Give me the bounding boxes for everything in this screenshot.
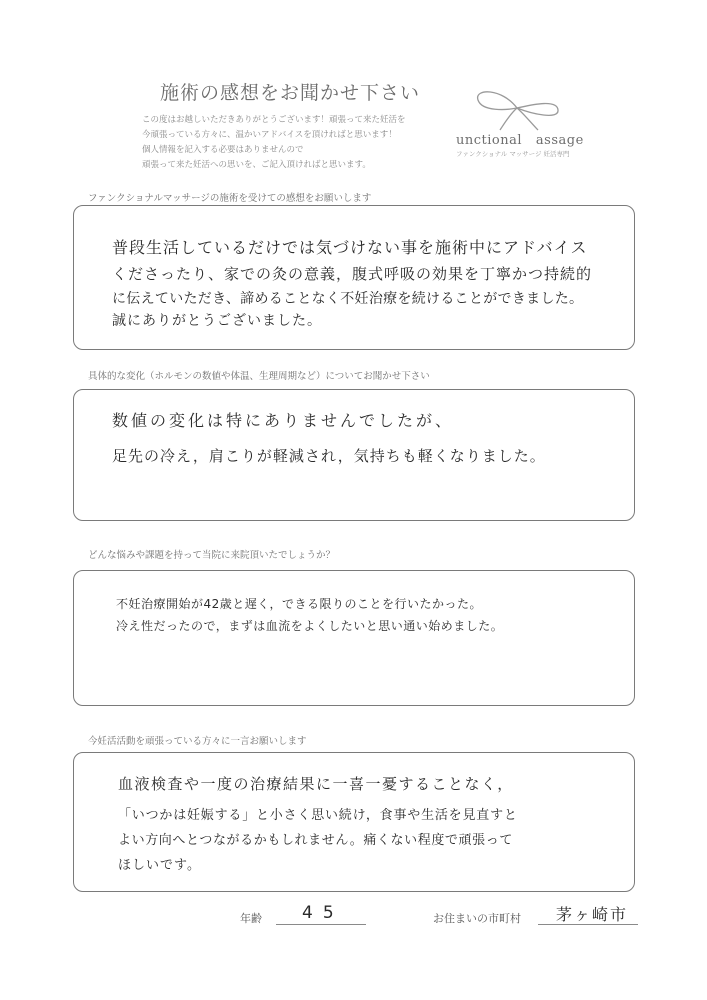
age-value: 45 [302,903,344,923]
city-label: お住まいの市町村 [433,912,521,925]
answer-line: くださったり、家での灸の意義，腹式呼吸の効果を丁寧かつ持続的 [112,265,593,283]
form-title: 施術の感想をお聞かせ下さい [160,82,421,104]
question-label: 具体的な変化（ホルモンの数値や体温、生理周期など）についてお聞かせ下さい [88,371,430,382]
intro-line: 個人情報を記入する必要はありませんので [142,145,304,155]
answer-box [73,570,635,706]
answer-box [73,752,635,892]
answer-line: 「いつかは妊娠する」と小さく思い続け，食事や生活を見直すと [118,808,518,823]
city-value: 茅ヶ崎市 [556,905,629,924]
answer-line: 冷え性だったので，まずは血流をよくしたいと思い通い始めました。 [116,619,504,633]
answer-box [73,205,635,350]
answer-line: よい方向へとつながるかもしれません。痛くない程度で頑張って [118,833,513,848]
answer-line: 誠にありがとうございました。 [112,313,322,329]
age-underline [276,924,366,925]
question-label: ファンクショナルマッサージの施術を受けての感想をお願いします [88,193,372,204]
answer-box [73,389,635,521]
brand-subtitle: ファンクショナル マッサージ 妊活専門 [456,150,570,158]
question-label: どんな悩みや課題を持って当院に来院頂いたでしょうか？ [88,550,336,561]
answer-line: 普段生活しているだけでは気づけない事を施術中にアドバイス [112,238,588,257]
age-label: 年齢 [240,912,262,925]
answer-line: ほしいです。 [118,858,201,873]
intro-line: この度はお越しいただきありがとうございます！頑張って来た妊活を [142,115,406,125]
answer-line: 足先の冷え，肩こりが軽減され，気持ちも軽くなりました。 [112,447,546,465]
question-label: 今妊活活動を頑張っている方々に一言お願いします [88,736,307,747]
brand-name: unctional assage [456,133,584,148]
intro-line: 頑張って来た妊活への思いを、ご記入頂ければと思います。 [142,160,371,170]
answer-line: 血液検査や一度の治療結果に一喜一憂することなく， [118,775,514,793]
answer-line: 不妊治療開始が42歳と遅く，できる限りのことを行いたかった。 [116,597,483,611]
answer-line: に伝えていただき、諦めることなく不妊治療を続けることができました。 [112,291,584,307]
intro-text [142,113,442,173]
intro-line: 今頑張っている方々に、温かいアドバイスを頂ければと思います！ [142,130,397,140]
answer-line: 数値の変化は特にありませんでしたが、 [112,411,455,430]
